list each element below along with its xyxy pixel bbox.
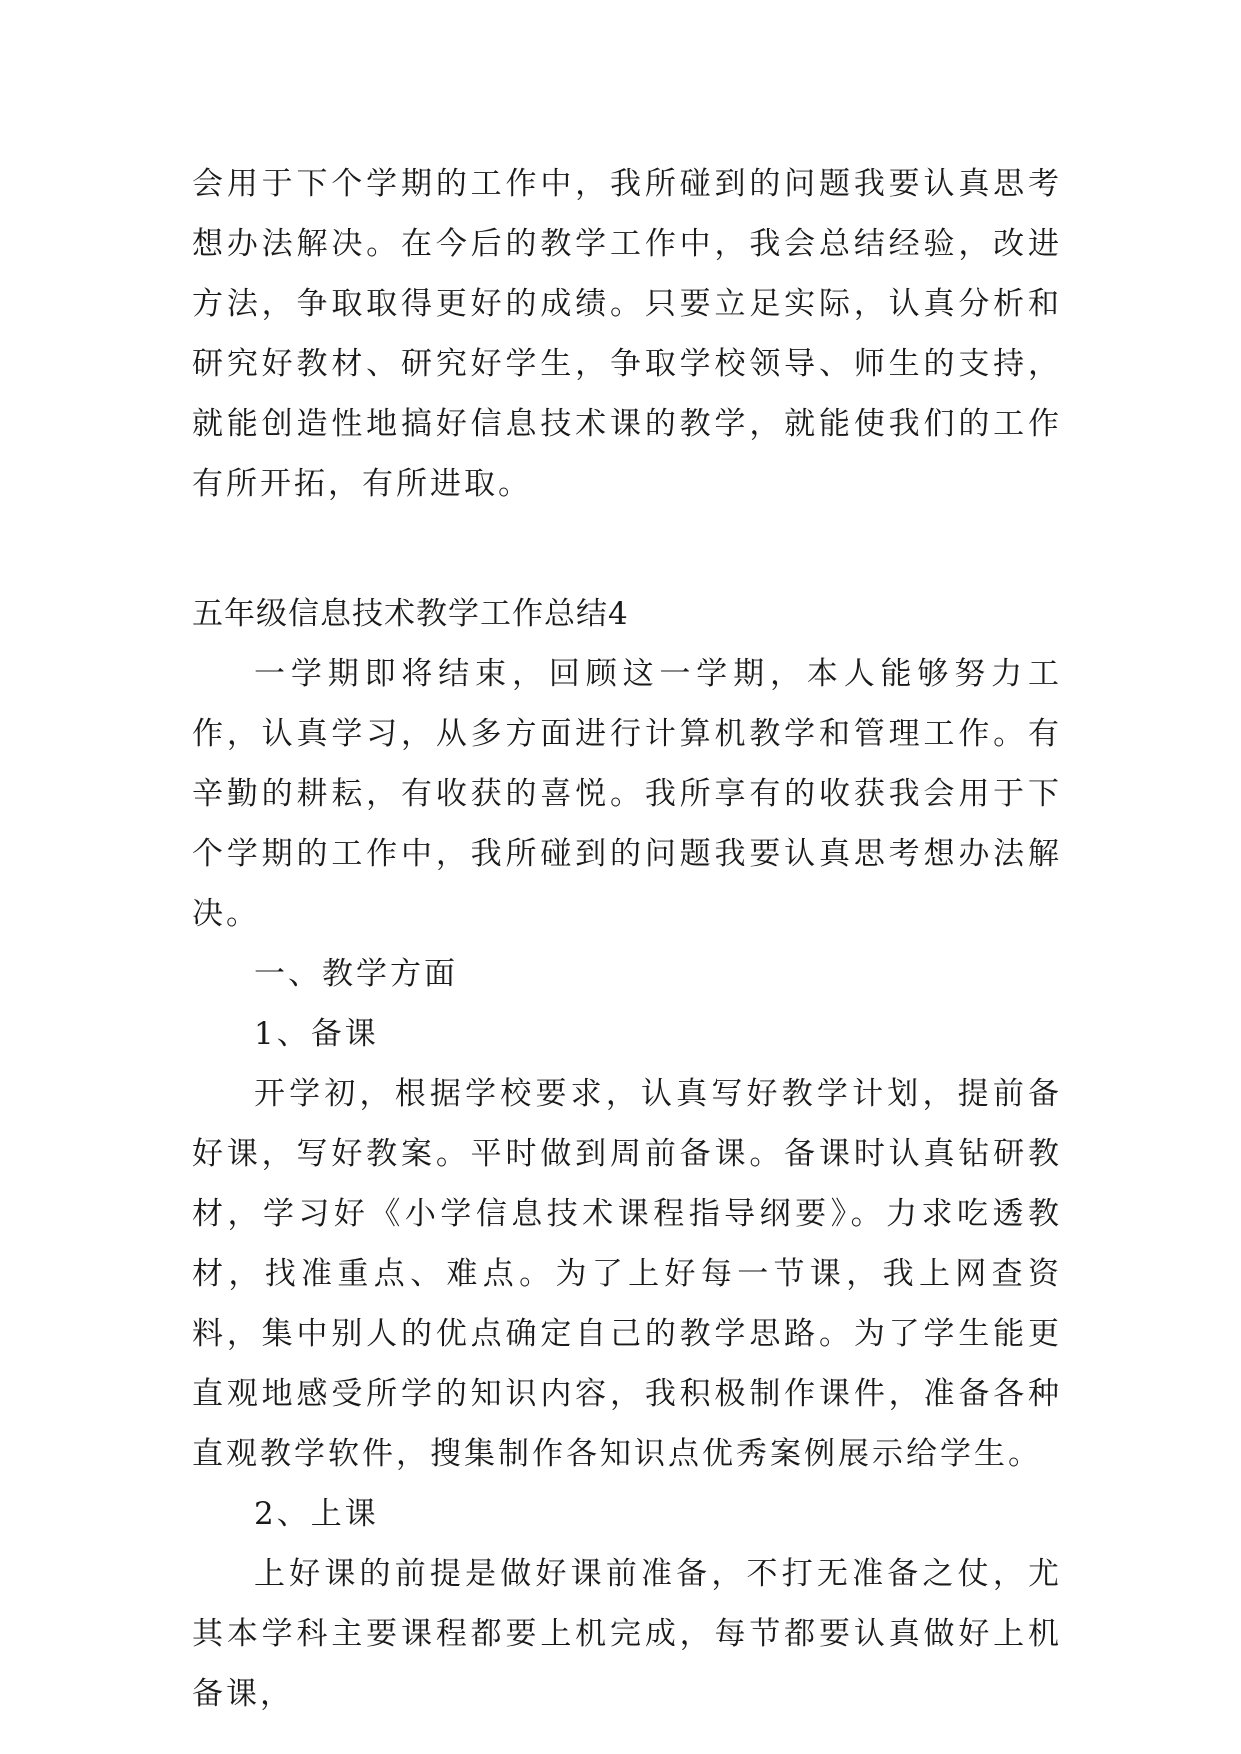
section-gap — [192, 514, 1062, 584]
intro-paragraph: 一学期即将结束，回顾这一学期，本人能够努力工作，认真学习，从多方面进行计算机教学和管理工作。有辛勤的耕耘，有收获的喜悦。我所享有的收获我会用于下个学期的工作中，我所碰到的问题我要认真思考想办法解决。 — [192, 656, 1062, 932]
class-paragraph: 上好课的前提是做好课前准备，不打无准备之仗，尤其本学科主要课程都要上机完成，每节都要认真做好上机备课， — [192, 1556, 1062, 1712]
subheading-lesson-prep: 1、备课 — [254, 1016, 379, 1052]
lesson-prep-paragraph: 开学初，根据学校要求，认真写好教学计划，提前备好课，写好教案。平时做到周前备课。备课时认真钻研教材，学习好《小学信息技术课程指导纲要》。力求吃透教材，找准重点、难点。为了上好每一节课，我上网查资料，集中别人的优点确定自己的教学思路。为了学生能更直观地感受所学的知识内容，我积极制作课件，准备各种直观教学软件，搜集制作各知识点优秀案例展示给学生。 — [192, 1076, 1062, 1472]
continued-paragraph: 会用于下个学期的工作中，我所碰到的问题我要认真思考想办法解决。在今后的教学工作中，我会总结经验，改进方法，争取取得更好的成绩。只要立足实际，认真分析和研究好教材、研究好学生，争取学校领导、师生的支持，就能创造性地搞好信息技术课的教学，就能使我们的工作有所开拓，有所进取。 — [192, 166, 1062, 502]
section-title: 五年级信息技术教学工作总结4 — [192, 596, 629, 632]
subheading-class: 2、上课 — [254, 1496, 379, 1532]
heading-teaching: 一、教学方面 — [254, 956, 458, 992]
document-body — [192, 154, 1062, 1724]
